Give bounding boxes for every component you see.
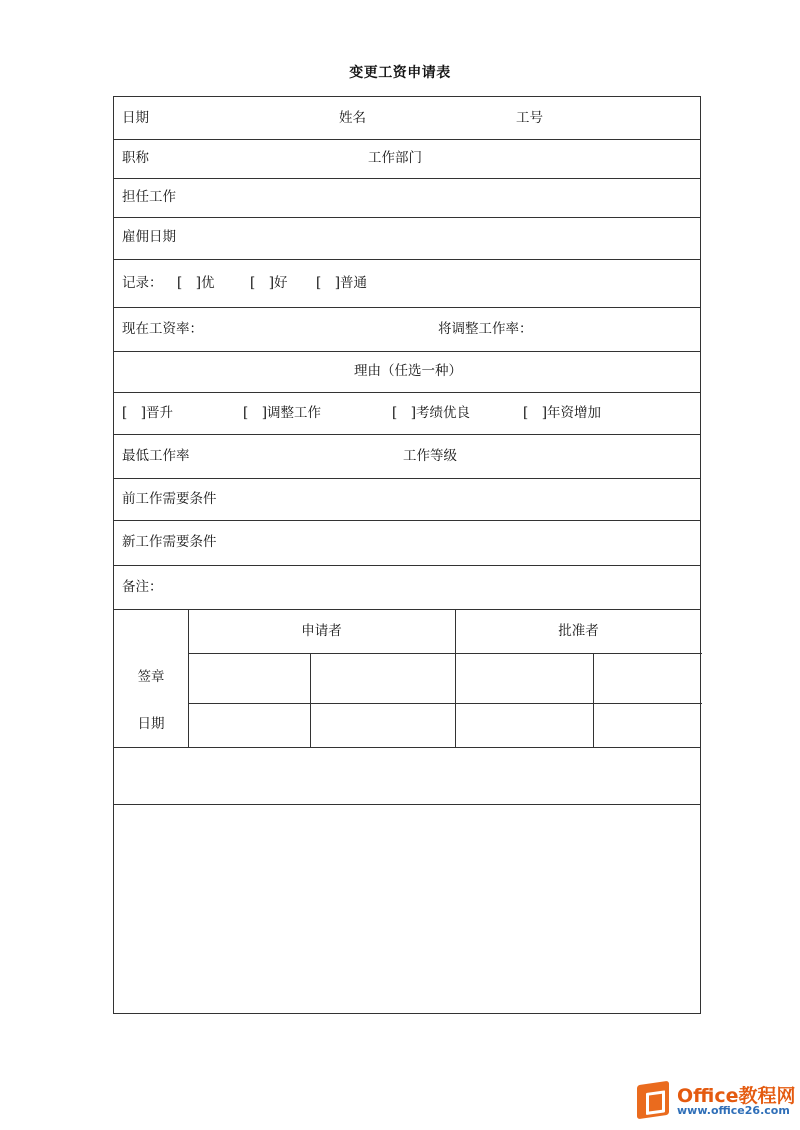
watermark-url: www.office26.com (677, 1104, 790, 1117)
row-divider (188, 653, 702, 654)
reason-header: 理由（任选一种） (354, 363, 462, 379)
reason-adjust-option: [ ]调整工作 (243, 405, 322, 421)
row-divider (114, 217, 700, 218)
office26-watermark (633, 1081, 796, 1121)
job-grade-label: 工作等级 (403, 448, 457, 464)
name-label: 姓名 (339, 110, 366, 126)
row-divider (114, 351, 700, 352)
reason-performance-option: [ ]考绩优良 (392, 405, 471, 421)
row-divider (114, 565, 700, 566)
department-label: 工作部门 (368, 150, 422, 166)
reason-promotion-option: [ ]晋升 (122, 405, 174, 421)
rating-normal-option: [ ]普通 (316, 275, 368, 291)
row-divider (114, 478, 700, 479)
row-divider (188, 703, 702, 704)
min-rate-label: 最低工作率 (122, 448, 190, 464)
row-divider (114, 434, 700, 435)
sign-date-label: 日期 (137, 716, 165, 732)
row-divider (114, 609, 700, 610)
rating-excellent-option: [ ]优 (177, 275, 215, 291)
office-logo-icon (637, 1081, 669, 1119)
rating-good-option: [ ]好 (250, 275, 288, 291)
form-title: 变更工资申请表 (349, 65, 451, 81)
reason-seniority-option: [ ]年资增加 (523, 405, 602, 421)
new-requirements-label: 新工作需要条件 (122, 534, 217, 550)
watermark-brand: Office教程网 (677, 1085, 796, 1107)
date-label: 日期 (122, 110, 149, 126)
row-divider (114, 747, 700, 748)
seal-label: 签章 (137, 669, 165, 685)
row-divider (114, 259, 700, 260)
adjusted-rate-label: 将调整工作率： (438, 321, 533, 337)
row-divider (114, 307, 700, 308)
row-divider (114, 520, 700, 521)
column-divider (310, 653, 311, 747)
column-divider (593, 653, 594, 747)
hire-date-label: 雇佣日期 (122, 229, 176, 245)
row-divider (114, 804, 700, 805)
current-rate-label: 现在工资率： (122, 321, 203, 337)
job-title-label: 职称 (122, 150, 149, 166)
remarks-label: 备注： (122, 579, 163, 595)
salary-change-form (113, 96, 701, 1014)
record-label: 记录： (122, 275, 163, 291)
row-divider (114, 139, 700, 140)
employee-id-label: 工号 (516, 110, 543, 126)
duty-label: 担任工作 (122, 189, 176, 205)
approver-header: 批准者 (558, 623, 599, 639)
applicant-header: 申请者 (301, 623, 342, 639)
prev-requirements-label: 前工作需要条件 (122, 491, 217, 507)
row-divider (114, 392, 700, 393)
row-divider (114, 178, 700, 179)
